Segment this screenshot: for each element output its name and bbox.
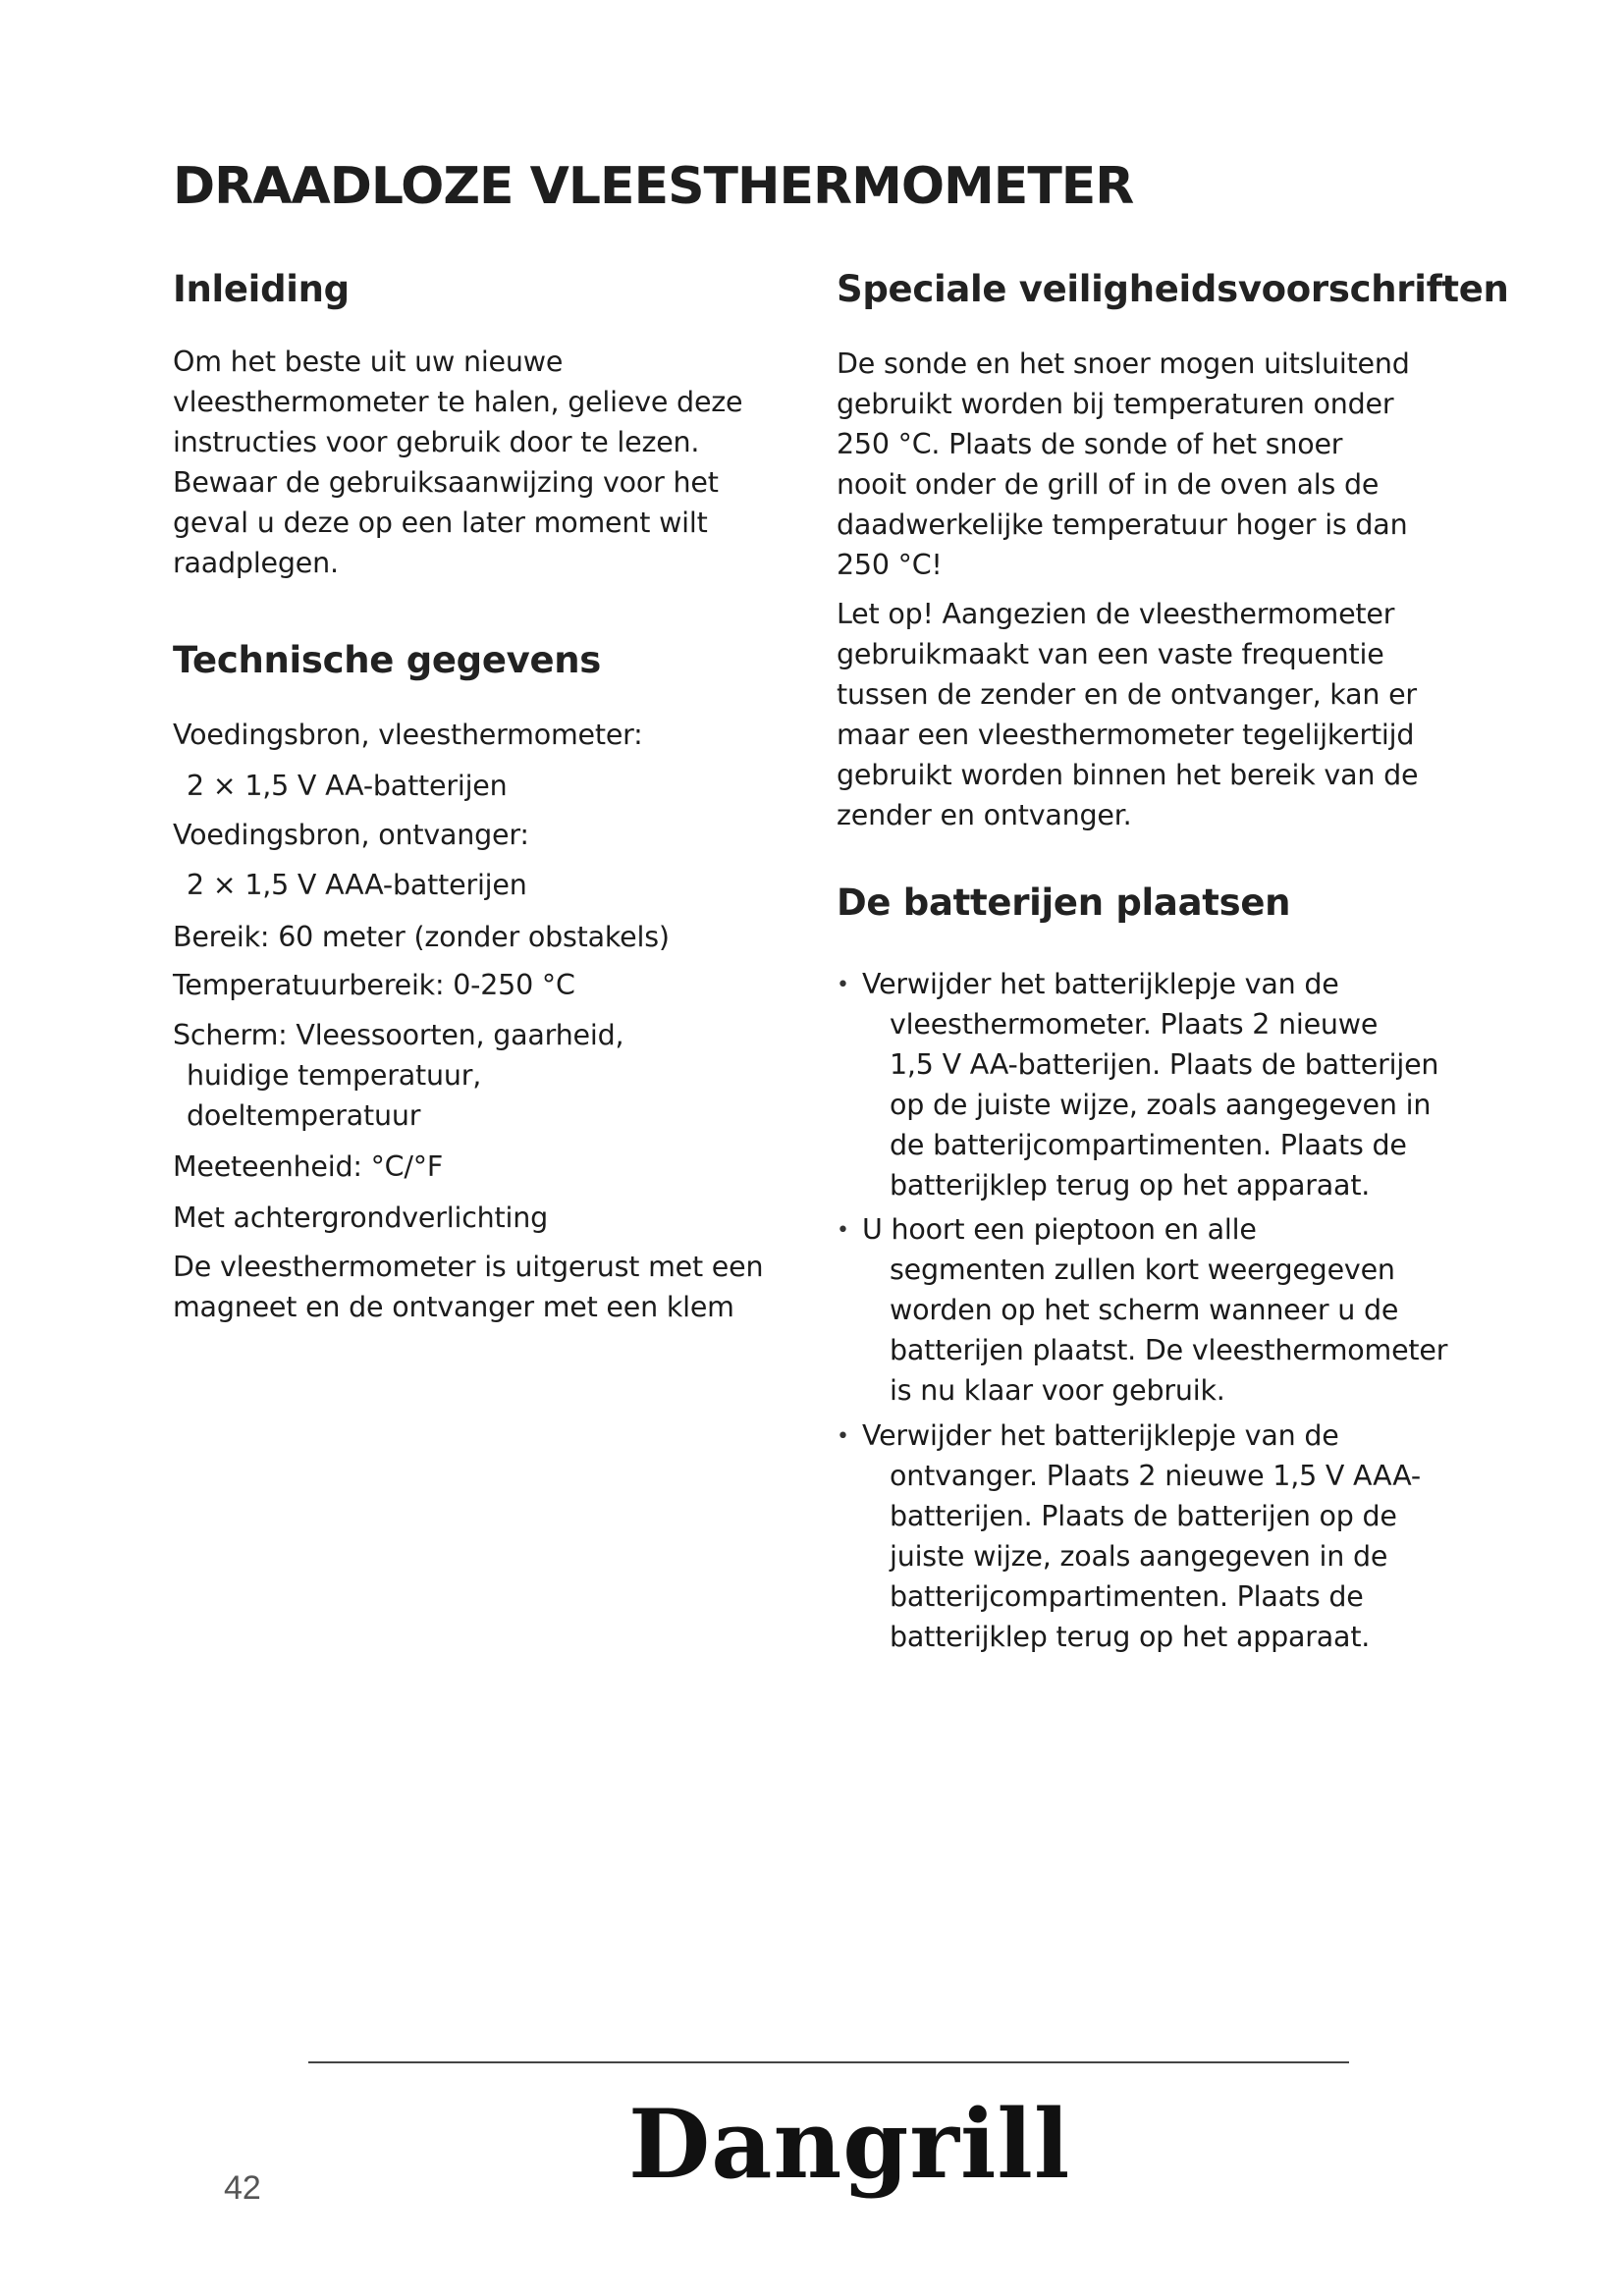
spec-temperature-range: Temperatuurbereik: 0-250 °C bbox=[173, 969, 575, 1001]
safety-line: 250 °C! bbox=[837, 549, 943, 581]
safety-line: tussen de zender en de ontvanger, kan er bbox=[837, 678, 1417, 711]
intro-line: raadplegen. bbox=[173, 547, 339, 579]
step-line: 1,5 V AA-batterijen. Plaats de batterijen bbox=[890, 1048, 1439, 1081]
safety-paragraph-2 bbox=[837, 594, 1418, 835]
bullet-icon: • bbox=[837, 973, 849, 997]
bullet-icon: • bbox=[837, 1424, 849, 1449]
step-line: batterijklep terug op het apparaat. bbox=[890, 1169, 1371, 1201]
safety-line: gebruikt worden bij temperaturen onder bbox=[837, 388, 1394, 420]
safety-heading: Speciale veiligheidsvoorschriften bbox=[837, 268, 1509, 310]
bullet-icon: • bbox=[837, 1218, 849, 1243]
safety-line: 250 °C. Plaats de sonde of het snoer bbox=[837, 428, 1343, 460]
intro-heading: Inleiding bbox=[173, 268, 350, 310]
step-line: vleesthermometer. Plaats 2 nieuwe bbox=[890, 1008, 1379, 1041]
step-line: batterijcompartimenten. Plaats de bbox=[890, 1580, 1364, 1613]
spec-magnet: De vleesthermometer is uitgerust met een bbox=[173, 1251, 764, 1283]
step-line: Verwijder het batterijklepje van de bbox=[862, 1419, 1339, 1452]
spec-magnet-cont: magneet en de ontvanger met een klem bbox=[173, 1291, 734, 1323]
step-line: ontvanger. Plaats 2 nieuwe 1,5 V AAA- bbox=[890, 1460, 1421, 1492]
safety-line: gebruikmaakt van een vaste frequentie bbox=[837, 638, 1384, 670]
step-line: Verwijder het batterijklepje van de bbox=[862, 968, 1339, 1000]
page-number: 42 bbox=[224, 2169, 261, 2207]
batteries-heading: De batterijen plaatsen bbox=[837, 881, 1291, 924]
spec-power-receiver-value: 2 × 1,5 V AAA-batterijen bbox=[187, 869, 527, 901]
tech-heading: Technische gegevens bbox=[173, 639, 602, 681]
spec-power-thermometer-label: Voedingsbron, vleesthermometer: bbox=[173, 719, 643, 751]
spec-screen-cont: doeltemperatuur bbox=[187, 1099, 421, 1132]
safety-line: Let op! Aangezien de vleesthermometer bbox=[837, 598, 1395, 630]
spec-power-receiver-label: Voedingsbron, ontvanger: bbox=[173, 819, 529, 851]
spec-backlight: Met achtergrondverlichting bbox=[173, 1201, 548, 1234]
spec-range: Bereik: 60 meter (zonder obstakels) bbox=[173, 921, 670, 953]
safety-line: daadwerkelijke temperatuur hoger is dan bbox=[837, 508, 1408, 541]
safety-paragraph-1 bbox=[837, 344, 1410, 585]
step-line: de batterijcompartimenten. Plaats de bbox=[890, 1129, 1407, 1161]
safety-line: zender en ontvanger. bbox=[837, 799, 1132, 831]
brand-logo: Dangrill bbox=[628, 2089, 1071, 2200]
step-line: batterijen plaatst. De vleesthermometer bbox=[890, 1334, 1448, 1366]
safety-line: maar een vleesthermometer tegelijkertijd bbox=[837, 719, 1415, 751]
step-line: batterijklep terug op het apparaat. bbox=[890, 1621, 1371, 1653]
intro-line: Bewaar de gebruiksaanwijzing voor het bbox=[173, 466, 719, 499]
intro-line: geval u deze op een later moment wilt bbox=[173, 507, 708, 539]
intro-paragraph bbox=[173, 342, 742, 583]
step-line: worden op het scherm wanneer u de bbox=[890, 1294, 1399, 1326]
safety-line: nooit onder de grill of in de oven als de bbox=[837, 468, 1380, 501]
footer-divider bbox=[308, 2061, 1349, 2063]
step-line: juiste wijze, zoals aangegeven in de bbox=[890, 1540, 1388, 1573]
safety-line: De sonde en het snoer mogen uitsluitend bbox=[837, 347, 1410, 380]
safety-line: gebruikt worden binnen het bereik van de bbox=[837, 759, 1419, 791]
step-line: batterijen. Plaats de batterijen op de bbox=[890, 1500, 1397, 1532]
page-title: DRAADLOZE VLEESTHERMOMETER bbox=[173, 157, 1134, 216]
intro-line: Om het beste uit uw nieuwe bbox=[173, 346, 564, 378]
step-line: U hoort een pieptoon en alle bbox=[862, 1213, 1257, 1246]
intro-line: instructies voor gebruik door te lezen. bbox=[173, 426, 700, 458]
step-line: segmenten zullen kort weergegeven bbox=[890, 1254, 1395, 1286]
spec-power-thermometer-value: 2 × 1,5 V AA-batterijen bbox=[187, 770, 508, 802]
spec-unit: Meeteenheid: °C/°F bbox=[173, 1150, 444, 1183]
spec-screen: Scherm: Vleessoorten, gaarheid, bbox=[173, 1019, 624, 1051]
spec-screen-cont: huidige temperatuur, bbox=[187, 1059, 482, 1092]
step-line: op de juiste wijze, zoals aangegeven in bbox=[890, 1089, 1432, 1121]
step-line: is nu klaar voor gebruik. bbox=[890, 1374, 1225, 1407]
intro-line: vleesthermometer te halen, gelieve deze bbox=[173, 386, 743, 418]
